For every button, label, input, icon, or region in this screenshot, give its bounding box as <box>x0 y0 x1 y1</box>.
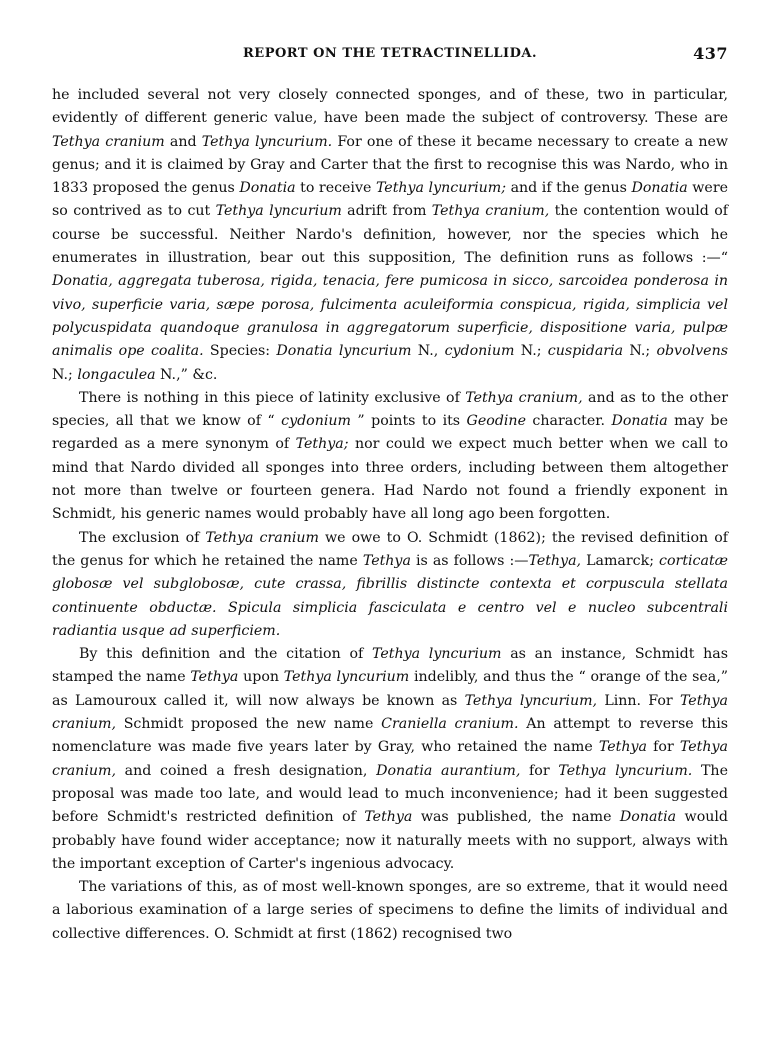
text-run: The exclusion of <box>79 529 206 546</box>
italic-text: Tethya, <box>528 552 582 569</box>
text-run: Schmidt proposed the new name <box>115 716 382 733</box>
italic-text: cydonium <box>281 413 351 430</box>
text-run: indelibly, and thus the “ orange of the sea,” as Lamouroux called it, will now always be known as <box>52 669 728 709</box>
text-run: An attempt to reverse this nomenclature was made five years later by Gray, who retained the name <box>52 716 729 756</box>
italic-text: Tethya cranium, <box>431 203 550 220</box>
text-run: N.; <box>52 366 78 383</box>
italic-text: Tethya lyncurium <box>283 669 410 686</box>
italic-text: Tethya <box>362 552 411 569</box>
italic-text: Tethya lyncurium. <box>558 762 693 779</box>
italic-text: corticatæ globosæ vel subglobosæ, cute crassa, fibrillis distincte contexta et corpuscula stellata continuente obductæ. Spicula simplicia fasciculata e centro vel e nucleo subcentrali radiantia usque ad superficiem. <box>52 552 728 639</box>
italic-text: Tethya lyncurium. <box>201 133 333 150</box>
paragraph <box>52 643 728 876</box>
text-run: The variations of this, as of most well-known sponges, are so extreme, that it would need a laborious examination of a large series of specimens to define the limits of individual and collective differences. O. Schmidt at first (1862) recognised two <box>52 879 728 942</box>
italic-text: Tethya cranium <box>52 133 165 150</box>
paragraph <box>52 84 728 387</box>
italic-text: Donatia <box>631 180 688 197</box>
text-run: was published, the name <box>412 809 620 826</box>
italic-text: Donatia <box>619 809 677 826</box>
running-title: REPORT ON THE TETRACTINELLIDA. <box>243 46 537 61</box>
italic-text: Donatia lyncurium <box>276 343 412 360</box>
text-run: may be regarded as a mere synonym of <box>52 413 728 453</box>
text-run: Lamarck; <box>581 552 660 569</box>
page <box>52 44 728 946</box>
text-run: he included several not very closely connected sponges, and of these, two in particular, evidently of different generic value, have been made the subject of controversy. These are <box>52 87 728 127</box>
italic-text: Tethya lyncurium; <box>375 180 507 197</box>
text-run: By this definition and the citation of <box>79 646 372 663</box>
italic-text: Tethya <box>598 739 647 756</box>
italic-text: cydonium <box>444 343 515 360</box>
italic-text: longaculea <box>77 366 156 383</box>
italic-text: Tethya cranium, <box>52 739 728 779</box>
text-run: ” points to its <box>350 413 467 430</box>
italic-text: Donatia, aggregata tuberosa, rigida, tenacia, fere pumicosa in sicco, sarcoidea ponderosa in vivo, superficie varia, sæpe porosa, fulcimenta aculeiformia conspicua, rigida, simplicia vel polycuspidata quandoque granulosa in aggregatorum superficie, dispositione varia, pulpæ animalis ope coalita. <box>52 273 728 360</box>
italic-text: Tethya lyncurium <box>371 646 502 663</box>
text-run: and if the genus <box>506 180 632 197</box>
italic-text: Tethya <box>364 809 413 826</box>
italic-text: Donatia <box>239 180 296 197</box>
text-run: upon <box>238 669 284 686</box>
text-run: and coined a fresh designation, <box>115 762 377 779</box>
text-run: For one of these it became necessary to create a new genus; and it is claimed by Gray and Carter that the first to recognise this was Nardo, who in 1833 proposed the genus <box>52 133 728 197</box>
italic-text: Donatia <box>611 413 668 430</box>
italic-text: Tethya lyncurium, <box>464 692 598 709</box>
text-run: character. <box>525 413 612 430</box>
italic-text: Tethya lyncurium <box>215 203 342 220</box>
paragraph <box>52 527 728 643</box>
text-run: Species: <box>203 343 277 360</box>
text-run: were so contrived as to cut <box>52 180 729 220</box>
text-run: The proposal was made too late, and would lead to much inconvenience; had it been suggested before Schmidt's restricted definition of <box>52 762 728 826</box>
text-run: There is nothing in this piece of latinity exclusive of <box>79 389 466 406</box>
text-run: N.; <box>514 343 548 360</box>
body-text <box>52 84 728 946</box>
italic-text: Tethya; <box>295 436 349 453</box>
italic-text: Tethya <box>190 669 239 686</box>
italic-text: obvolvens <box>656 343 728 360</box>
italic-text: Geodine <box>466 413 526 430</box>
text-run: N.; <box>623 343 657 360</box>
text-run: we owe to O. Schmidt (1862); the revised definition of the genus for which he retained the name <box>52 529 729 569</box>
text-run: for <box>520 762 559 779</box>
italic-text: Craniella cranium. <box>381 716 519 733</box>
running-header <box>52 44 728 66</box>
text-run: adrift from <box>341 203 432 220</box>
text-run: to receive <box>295 180 376 197</box>
text-run: and as to the other species, all that we know of “ <box>52 389 728 430</box>
italic-text: cuspidaria <box>547 343 624 360</box>
italic-text: Tethya cranium, <box>52 692 729 733</box>
italic-text: Tethya cranium <box>205 529 319 546</box>
italic-text: Tethya cranium, <box>465 389 583 406</box>
page-number: 437 <box>693 44 728 63</box>
text-run: and <box>164 133 202 150</box>
italic-text: Donatia aurantium, <box>376 762 521 779</box>
text-run: the contention would of course be successful. Neither Nardo's definition, however, nor the species which he enumerates in illustration, bear out this supposition, The definition runs as follows :—“ <box>52 203 729 267</box>
text-run: would probably have found wider acceptance; now it naturally meets with no support, always with the important exception of Carter's ingenious advocacy. <box>52 809 729 872</box>
text-run: for <box>646 739 680 756</box>
text-run: N., <box>411 343 445 360</box>
paragraph <box>52 387 728 527</box>
text-run: is as follows :— <box>410 552 529 569</box>
text-run: Linn. For <box>597 692 680 709</box>
text-run: as an instance, Schmidt has stamped the name <box>52 646 728 686</box>
text-run: nor could we expect much better when we call to mind that Nardo divided all sponges into three orders, including between them altogether not more than twelve or fourteen genera. Had Nardo not found a friendly exponent in Schmidt, his generic names would probably have all long ago been forgotten. <box>52 436 728 523</box>
text-run: N.,” &c. <box>155 366 218 383</box>
paragraph <box>52 876 728 946</box>
